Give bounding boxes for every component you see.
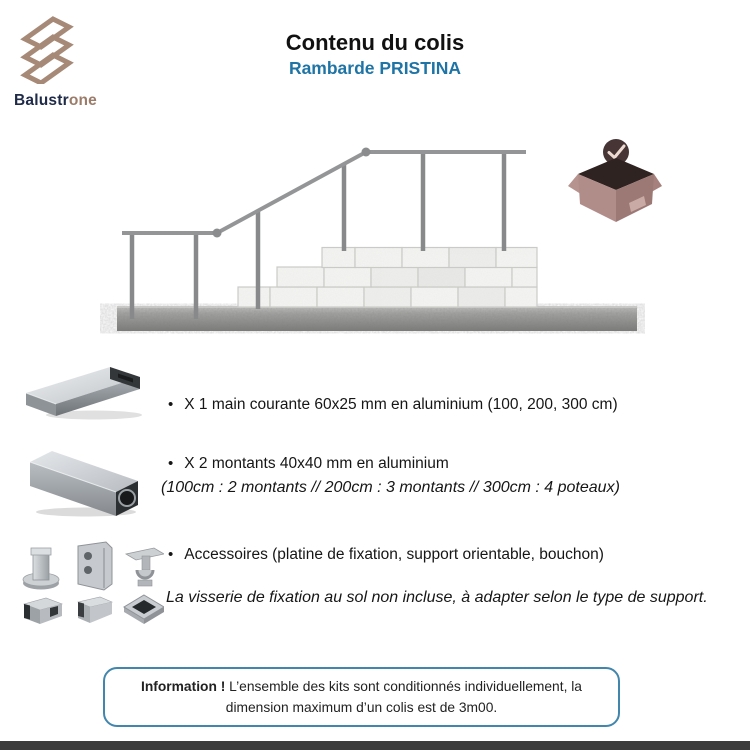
item-accessories [168, 546, 604, 564]
brand-name-primary: Balustr [14, 92, 69, 109]
bottom-bar [0, 741, 750, 750]
accessories-image [16, 540, 164, 640]
end-cap [78, 597, 112, 623]
item-accessories-note: La visserie de fixation au sol non incluse, à adapter selon le type de support. [166, 589, 708, 606]
rail-joint [213, 229, 222, 238]
handrail-lines [122, 152, 526, 233]
brand-name-secondary: one [68, 92, 97, 109]
brand-name [14, 92, 124, 110]
item-posts-note: (100cm : 2 montants // 200cm : 3 montants // 300cm : 4 poteaux) [161, 479, 620, 496]
square-cap [124, 595, 164, 624]
item-accessories-text: Accessoires (platine de fixation, support orientable, bouchon) [184, 546, 604, 563]
wall-bracket [78, 542, 112, 590]
package-check-icon [566, 124, 662, 224]
information-box [103, 667, 620, 727]
post-profile-image [24, 436, 142, 518]
rail-joint [362, 148, 371, 157]
item-handrail-text: X 1 main courante 60x25 mm en aluminium (100, 200, 300 cm) [184, 396, 618, 413]
railing-installation-illustration [100, 126, 645, 338]
item-posts [168, 455, 449, 473]
information-text: Information ! L’ensemble des kits sont conditionnés individuellement, la dimension maximum d’un colis est de 3m00. [141, 678, 582, 715]
floor-plate [23, 548, 59, 590]
item-handrail [168, 396, 618, 414]
handrail-profile-image [22, 360, 142, 422]
bullet-icon: • [168, 546, 174, 563]
bullet-icon: • [168, 396, 174, 413]
bullet-icon: • [168, 455, 174, 472]
item-posts-text: X 2 montants 40x40 mm en aluminium [184, 455, 449, 472]
information-label: Information ! [141, 678, 226, 694]
page-title: Contenu du colis [285, 30, 465, 55]
page-subtitle: Rambarde PRISTINA [288, 58, 462, 78]
elbow-connector [24, 598, 62, 624]
orientable-support [126, 548, 164, 586]
